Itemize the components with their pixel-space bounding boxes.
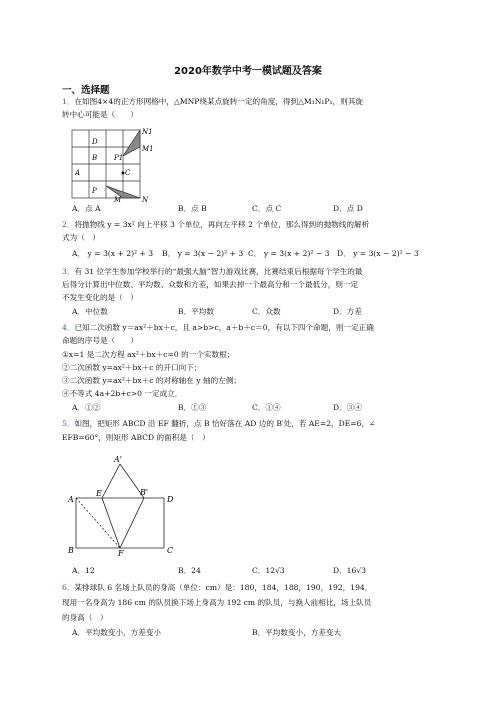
- q2-option-c: C． y = 3(x + 2)² − 3: [248, 249, 330, 258]
- q2-option-d: D． y = 3(x − 2)² − 3: [337, 249, 419, 258]
- svg-text:D: D: [167, 495, 174, 504]
- page-title: 2020年数学中考一模试题及答案: [174, 66, 322, 77]
- q4-option-b: B．①③: [178, 403, 207, 412]
- svg-text:A: A: [68, 495, 74, 504]
- svg-text:N1: N1: [142, 128, 153, 136]
- triangle-m1n1p1: [123, 130, 140, 156]
- svg-text:P: P: [92, 187, 97, 195]
- q5-option-d: D．16√3: [333, 566, 367, 575]
- q5-option-b: B．24: [178, 566, 201, 575]
- q4-line1: 4．已知二次函数 y＝ax²＋bx＋c，且 a>b>c，a＋b＋c＝0，有以下四个命题，则一定正确: [62, 323, 374, 332]
- q3-option-d: D．方差: [333, 307, 362, 316]
- q3-option-c: C．众数: [252, 307, 281, 316]
- q4-option-a: A．①②: [72, 403, 101, 412]
- q3-line2: 后得分计算出中位数、平均数、众数和方差，如果去掉一个最高分和一个最低分，则一定: [62, 280, 359, 289]
- q3-line3: 不发生变化的是（ ）: [62, 293, 138, 302]
- q3-option-b: B．平均数: [178, 307, 214, 316]
- q1-option-d: D．点 D: [333, 204, 363, 213]
- q4-line2: 命题的序号是（ ）: [62, 336, 138, 345]
- q3-option-a: A．中位数: [72, 307, 108, 316]
- svg-text:N: N: [142, 196, 149, 202]
- q6-option-b: B．平均数变小，方差变大: [252, 628, 342, 637]
- q1-option-b: B．点 B: [178, 204, 207, 213]
- q3-line1: 3．有 31 位学生参加学校举行的“最强大脑”智力游戏比赛，比赛结束后根据每个学生的最: [62, 267, 363, 276]
- q6-line3: 的身高（ ）: [62, 613, 108, 622]
- q2-line1: 2．将抛物线 y = 3x² 向上平移 3 个单位，再向左平移 2 个单位，那么得到的抛物线的解析: [62, 220, 370, 229]
- q5-line1: 5．如图，把矩形 ABCD 沿 EF 翻折，点 B 恰好落在 AD 边的 B′处，若 AE=2，DE=6，∠: [62, 419, 376, 428]
- svg-text:C: C: [125, 169, 131, 177]
- svg-text:C: C: [167, 546, 174, 555]
- q2-option-b: B． y = 3(x − 2)² + 3: [162, 249, 244, 258]
- q4-statement-4: ④不等式 4a+2b+c>0 一定成立．: [62, 389, 183, 398]
- svg-text:A: A: [75, 169, 81, 177]
- q4-statement-1: ①x=1 是二次方程 ax²＋bx＋c=0 的一个实数根；: [62, 350, 235, 359]
- q5-line2: EFB=60°，则矩形 ABCD 的面积是（ ）: [62, 433, 210, 442]
- svg-text:F: F: [118, 549, 124, 557]
- q1-line2: 转中心可能是（ ）: [62, 110, 138, 119]
- svg-text:B: B: [68, 546, 74, 555]
- svg-text:D: D: [92, 138, 98, 146]
- svg-text:E: E: [96, 489, 102, 498]
- q4-statement-2: ②二次函数 y=ax²＋bx＋c 的开口向下；: [62, 363, 202, 372]
- q4-option-d: D．③④: [333, 403, 362, 412]
- section-heading: 一、选择题: [62, 85, 110, 96]
- svg-text:B': B': [140, 488, 149, 497]
- q2-option-a: A． y = 3(x + 2)² + 3: [72, 249, 154, 258]
- q2-line2: 式为（ ）: [62, 233, 100, 242]
- q5-rectangle-figure: [68, 452, 188, 557]
- svg-text:A': A': [114, 455, 122, 464]
- svg-text:M: M: [114, 196, 122, 202]
- q1-line1: 1．在如图4×4的正方形网格中，△MNP绕某点旋转一定的角度，得到△M₁N₁P₁，则其旋: [62, 97, 363, 106]
- q4-option-c: C．①④: [252, 403, 281, 412]
- q4-statement-3: ③二次函数 y=ax²＋bx＋c 的对称轴在 y 轴的左侧；: [62, 376, 241, 385]
- q5-option-c: C．12√3: [252, 566, 285, 575]
- svg-text:B: B: [92, 154, 98, 162]
- q6-option-a: A．平均数变小，方差变小: [72, 628, 162, 637]
- svg-text:P1: P1: [114, 154, 124, 162]
- q1-option-c: C．点 C: [252, 204, 282, 213]
- q1-grid-figure: [70, 124, 160, 202]
- q6-line2: 现用一名身高为 186 cm 的队员换下场上身高为 192 cm 的队员，与换人前相比，场上队员: [62, 598, 372, 607]
- q1-option-a: A．点 A: [72, 204, 101, 213]
- svg-text:M1: M1: [142, 145, 154, 153]
- q6-line1: 6．某排球队 6 名场上队员的身高（单位：cm）是：180，184，188，190，192，194．: [62, 583, 373, 592]
- q5-option-a: A．12: [72, 566, 95, 575]
